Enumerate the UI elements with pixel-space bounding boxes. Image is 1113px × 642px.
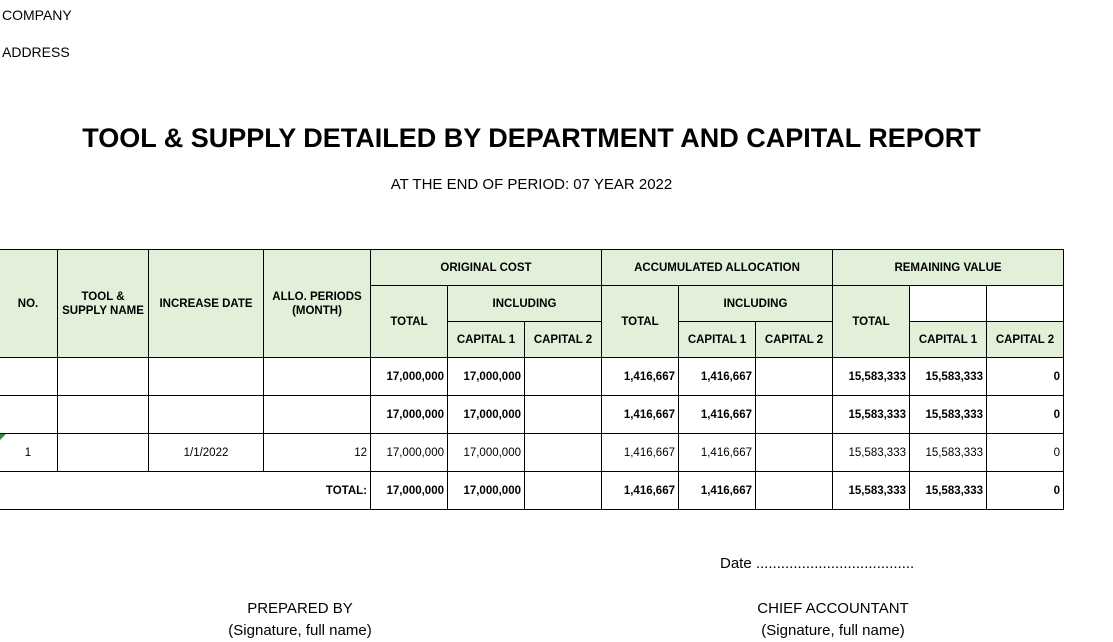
- table-row-group-1: [0, 358, 1064, 396]
- cell-oc-capital2: [525, 472, 602, 510]
- header-oc-capital2: CAPITAL 2: [525, 322, 602, 358]
- cell-rv-capital2: 0: [987, 358, 1064, 396]
- cell-empty: [264, 358, 371, 396]
- cell-oc-capital1: 17,000,000: [448, 358, 525, 396]
- prepared-by-signature-hint: (Signature, full name): [228, 622, 372, 639]
- cell-empty: [149, 358, 264, 396]
- address-label: ADDRESS: [2, 44, 70, 60]
- cell-no: [0, 434, 58, 472]
- cell-increase-date: 1/1/2022: [149, 434, 264, 472]
- cell-allo-periods: 12: [264, 434, 371, 472]
- cell-name: [58, 434, 149, 472]
- cell-oc-capital2: [525, 358, 602, 396]
- cell-aa-capital1: 1,416,667: [679, 396, 756, 434]
- header-name: TOOL & SUPPLY NAME: [58, 250, 149, 358]
- cell-aa-total: 1,416,667: [602, 358, 679, 396]
- header-original-cost: ORIGINAL COST: [371, 250, 602, 286]
- cell-aa-capital1: 1,416,667: [679, 472, 756, 510]
- header-aa-total: TOTAL: [602, 286, 679, 358]
- cell-oc-capital2: [525, 434, 602, 472]
- cell-aa-total: 1,416,667: [602, 434, 679, 472]
- cell-aa-capital2: [756, 396, 833, 434]
- cell-aa-capital2: [756, 358, 833, 396]
- cell-aa-capital1: 1,416,667: [679, 358, 756, 396]
- cell-empty: [58, 396, 149, 434]
- cell-rv-capital1: 15,583,333: [910, 472, 987, 510]
- cell-rv-capital2: 0: [987, 396, 1064, 434]
- cell-empty: [58, 358, 149, 396]
- cell-empty: [0, 396, 58, 434]
- cell-aa-capital1: 1,416,667: [679, 434, 756, 472]
- header-rv-capital2: CAPITAL 2: [987, 322, 1064, 358]
- cell-rv-capital1: 15,583,333: [910, 396, 987, 434]
- header-aa-capital2: CAPITAL 2: [756, 322, 833, 358]
- cell-rv-capital1: 15,583,333: [910, 434, 987, 472]
- cell-marker-icon: [0, 434, 6, 441]
- cell-aa-total: 1,416,667: [602, 396, 679, 434]
- table-row-total: [0, 472, 1064, 510]
- header-rv-capital1: CAPITAL 1: [910, 322, 987, 358]
- cell-oc-capital1: 17,000,000: [448, 434, 525, 472]
- header-rv-total: TOTAL: [833, 286, 910, 358]
- cell-rv-capital1: 15,583,333: [910, 358, 987, 396]
- cell-oc-capital1: 17,000,000: [448, 396, 525, 434]
- header-oc-total: TOTAL: [371, 286, 448, 358]
- cell-aa-capital2: [756, 472, 833, 510]
- cell-empty: [264, 396, 371, 434]
- cell-oc-total: 17,000,000: [371, 434, 448, 472]
- report-period: AT THE END OF PERIOD: 07 YEAR 2022: [390, 176, 673, 193]
- report-title: TOOL & SUPPLY DETAILED BY DEPARTMENT AND CAPITAL REPORT: [82, 123, 981, 153]
- report-table: [0, 249, 1064, 510]
- chief-accountant-signature-hint: (Signature, full name): [761, 622, 905, 639]
- header-oc-including: INCLUDING: [448, 286, 602, 322]
- company-label: COMPANY: [2, 7, 72, 23]
- cell-empty: [0, 358, 58, 396]
- cell-rv-total: 15,583,333: [833, 434, 910, 472]
- cell-oc-capital2: [525, 396, 602, 434]
- cell-aa-capital2: [756, 434, 833, 472]
- header-accumulated-allocation: ACCUMULATED ALLOCATION: [602, 250, 833, 286]
- table-row-item: [0, 434, 1064, 472]
- header-allo-periods: ALLO. PERIODS (MONTH): [264, 250, 371, 358]
- header-rv-blank-2: [987, 286, 1064, 322]
- header-remaining-value: REMAINING VALUE: [833, 250, 1064, 286]
- cell-aa-total: 1,416,667: [602, 472, 679, 510]
- cell-rv-capital2: 0: [987, 472, 1064, 510]
- cell-rv-total: 15,583,333: [833, 358, 910, 396]
- cell-oc-capital1: 17,000,000: [448, 472, 525, 510]
- cell-empty: [149, 396, 264, 434]
- header-no: NO.: [0, 250, 58, 358]
- cell-rv-total: 15,583,333: [833, 472, 910, 510]
- header-aa-capital1: CAPITAL 1: [679, 322, 756, 358]
- table-row-group-2: [0, 396, 1064, 434]
- header-rv-blank-1: [910, 286, 987, 322]
- cell-rv-capital2: 0: [987, 434, 1064, 472]
- total-label: TOTAL:: [0, 472, 371, 510]
- cell-oc-total: 17,000,000: [371, 396, 448, 434]
- header-aa-including: INCLUDING: [679, 286, 833, 322]
- header-oc-capital1: CAPITAL 1: [448, 322, 525, 358]
- chief-accountant-label: CHIEF ACCOUNTANT: [757, 600, 909, 617]
- cell-no-text: 1: [24, 446, 32, 459]
- prepared-by-label: PREPARED BY: [247, 600, 353, 617]
- date-line: Date ......................................: [720, 555, 915, 572]
- header-increase-date: INCREASE DATE: [149, 250, 264, 358]
- cell-oc-total: 17,000,000: [371, 472, 448, 510]
- cell-rv-total: 15,583,333: [833, 396, 910, 434]
- cell-oc-total: 17,000,000: [371, 358, 448, 396]
